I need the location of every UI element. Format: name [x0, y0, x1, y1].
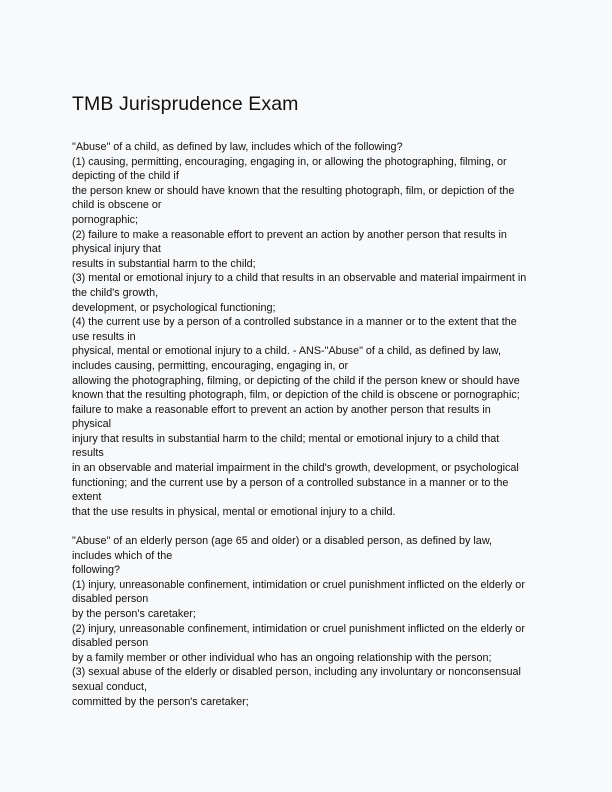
text-line: the person knew or should have known that the resulting photograph, film, or depiction of the: [72, 184, 515, 197]
text-line: physical injury that: [72, 243, 161, 256]
text-line: physical: [72, 418, 112, 431]
text-line: allowing the photographing, filming, or depicting of the child if the person knew or should have: [72, 374, 520, 387]
text-line: disabled person: [72, 593, 149, 606]
text-line: (2) injury, unreasonable confinement, intimidation or cruel punishment inflicted on the elderly or: [72, 622, 525, 635]
text-line: the child's growth,: [72, 286, 159, 299]
text-line: (2) failure to make a reasonable effort to prevent an action by another person that results in: [72, 228, 507, 241]
text-line: use results in: [72, 330, 136, 343]
text-line: results in substantial harm to the child;: [72, 257, 256, 270]
text-line: in an observable and material impairment in the child's growth, development, or psychological: [72, 462, 519, 475]
text-line: failure to make a reasonable effort to prevent an action by another person that results in: [72, 403, 491, 416]
text-line: includes which of the: [72, 549, 173, 562]
text-line: sexual conduct,: [72, 680, 148, 693]
text-line: functioning; and the current use by a person of a controlled substance in a manner or to the: [72, 476, 509, 489]
text-line: results: [72, 447, 104, 460]
text-line: (1) injury, unreasonable confinement, intimidation or cruel punishment inflicted on the elderly or: [72, 578, 525, 591]
text-line: committed by the person's caretaker;: [72, 695, 249, 708]
text-line: development, or psychological functioning;: [72, 301, 276, 314]
text-line: physical, mental or emotional injury to a child. - ANS-"Abuse" of a child, as defined by law,: [72, 345, 501, 358]
text-line: child is obscene or: [72, 199, 162, 212]
paragraph-gap: [72, 519, 572, 534]
text-line: "Abuse" of an elderly person (age 65 and older) or a disabled person, as defined by law,: [72, 535, 493, 548]
text-line: by a family member or other individual who has an ongoing relationship with the person;: [72, 651, 492, 664]
text-line: (1) causing, permitting, encouraging, engaging in, or allowing the photographing, filming, or: [72, 155, 507, 168]
text-line: injury that results in substantial harm to the child; mental or emotional injury to a child that: [72, 432, 500, 445]
question-paragraph-child-abuse: [72, 140, 572, 519]
text-line: disabled person: [72, 637, 149, 650]
text-line: following?: [72, 564, 121, 577]
text-line: "Abuse" of a child, as defined by law, includes which of the following?: [72, 141, 403, 153]
text-line: known that the resulting photograph, film, or depiction of the child is obscene or pornographic;: [72, 389, 520, 402]
text-line: pornographic;: [72, 213, 139, 226]
text-line: (4) the current use by a person of a controlled substance in a manner or to the extent that the: [72, 316, 517, 329]
text-line: extent: [72, 491, 102, 504]
text-line: depicting of the child if: [72, 170, 179, 183]
question-paragraph-elder-abuse: [72, 534, 572, 709]
text-line: by the person's caretaker;: [72, 608, 196, 620]
text-line: (3) sexual abuse of the elderly or disabled person, including any involuntary or nonconsensual: [72, 666, 521, 679]
text-line: that the use results in physical, mental or emotional injury to a child.: [72, 505, 396, 518]
text-line: includes causing, permitting, encouraging, engaging in, or: [72, 359, 349, 372]
text-line: (3) mental or emotional injury to a child that results in an observable and material impairment in: [72, 272, 527, 285]
page-title: TMB Jurisprudence Exam: [72, 93, 299, 115]
